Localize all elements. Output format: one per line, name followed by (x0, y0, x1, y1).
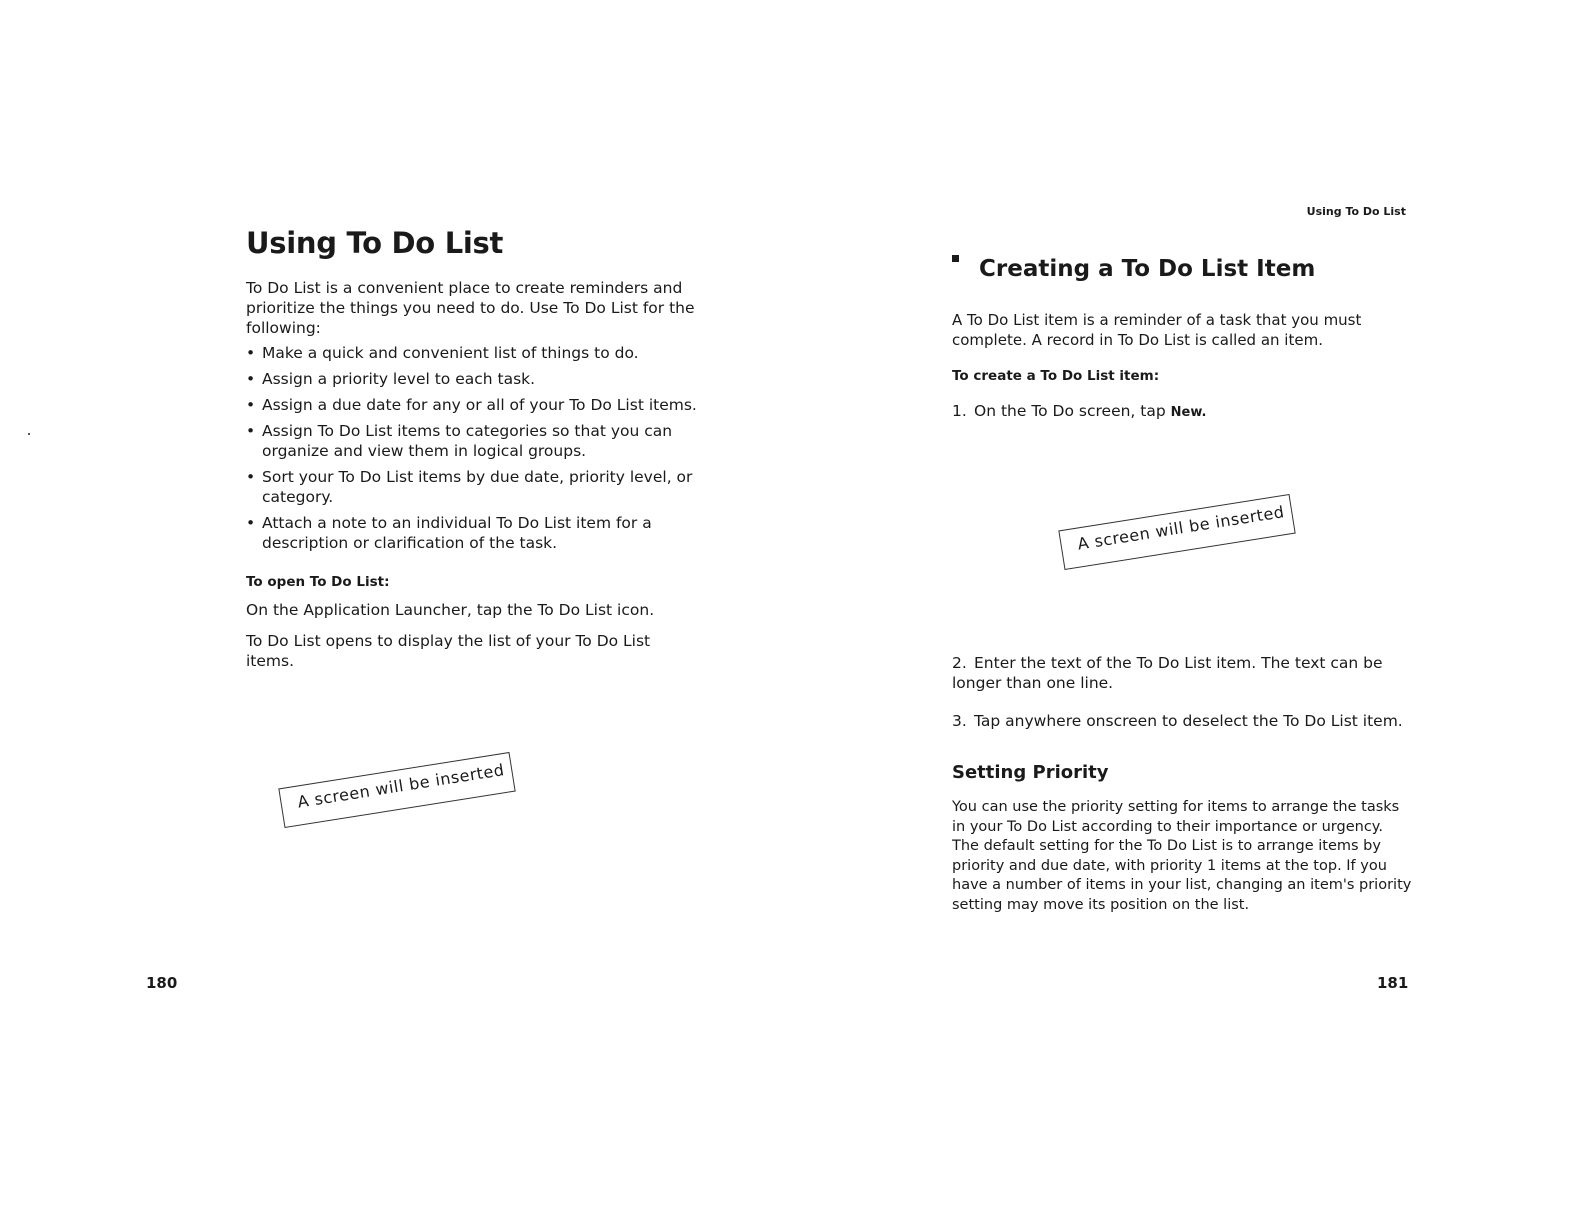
step-1: 1. On the To Do screen, tap New. (952, 402, 1207, 420)
bullet-icon: • (246, 468, 256, 486)
subsection-body: You can use the priority setting for items to arrange the tasks in your To Do List according to their importance or urgency. The default setting for the To Do List is to arrange items by priority and due date, with priority 1 items at the top. If you have a number of items in your list, changing an item's priority setting may move its position on the list. (952, 799, 1412, 913)
list-item: • Assign a priority level to each task. (246, 370, 536, 388)
screen-placeholder (278, 752, 515, 828)
page-number: 180 (146, 974, 178, 992)
procedure-heading: To create a To Do List item: (952, 368, 1160, 384)
list-item: • Assign To Do List items to categories so that you can organize and view them in logical groups. (246, 422, 673, 460)
list-item: • Attach a note to an individual To Do List item for a description or clarification of the task. (246, 514, 652, 552)
section-intro: A To Do List item is a reminder of a task that you must complete. A record in To Do List is called an item. (952, 311, 1362, 349)
procedure-heading: To open To Do List: (246, 574, 390, 590)
result-text: To Do List opens to display the list of your To Do List items. (246, 632, 651, 670)
bullet-icon: • (246, 422, 256, 440)
placeholder-label: A screen will be inserted (1076, 502, 1286, 554)
step-2: 2. Enter the text of the To Do List item. The text can be longer than one line. (952, 654, 1383, 692)
page-title: Using To Do List (246, 226, 504, 260)
feature-list (246, 343, 716, 559)
procedure-step: On the Application Launcher, tap the To Do List icon. (246, 601, 655, 619)
step-3: 3. Tap anywhere onscreen to deselect the To Do List item. (952, 712, 1403, 730)
list-item: • Sort your To Do List items by due date, priority level, or category. (246, 468, 693, 506)
list-item: • Assign a due date for any or all of your To Do List items. (246, 396, 697, 414)
bullet-icon: • (246, 370, 256, 388)
running-header: Using To Do List (1306, 205, 1406, 218)
intro-paragraph: To Do List is a convenient place to create reminders and prioritize the things you need to do. Use To Do List for the following: (246, 279, 695, 337)
right-page (792, 0, 1584, 1224)
bullet-icon: • (246, 396, 256, 414)
section-title: Creating a To Do List Item (952, 256, 1315, 282)
bullet-icon: • (246, 344, 256, 362)
page-number: 181 (1377, 974, 1409, 992)
list-item: • Make a quick and convenient list of things to do. (246, 344, 639, 362)
section-marker-icon (952, 255, 959, 262)
subsection-title: Setting Priority (952, 762, 1109, 783)
bullet-icon: • (246, 514, 256, 532)
placeholder-label: A screen will be inserted (296, 760, 506, 812)
screen-placeholder (1058, 494, 1295, 570)
